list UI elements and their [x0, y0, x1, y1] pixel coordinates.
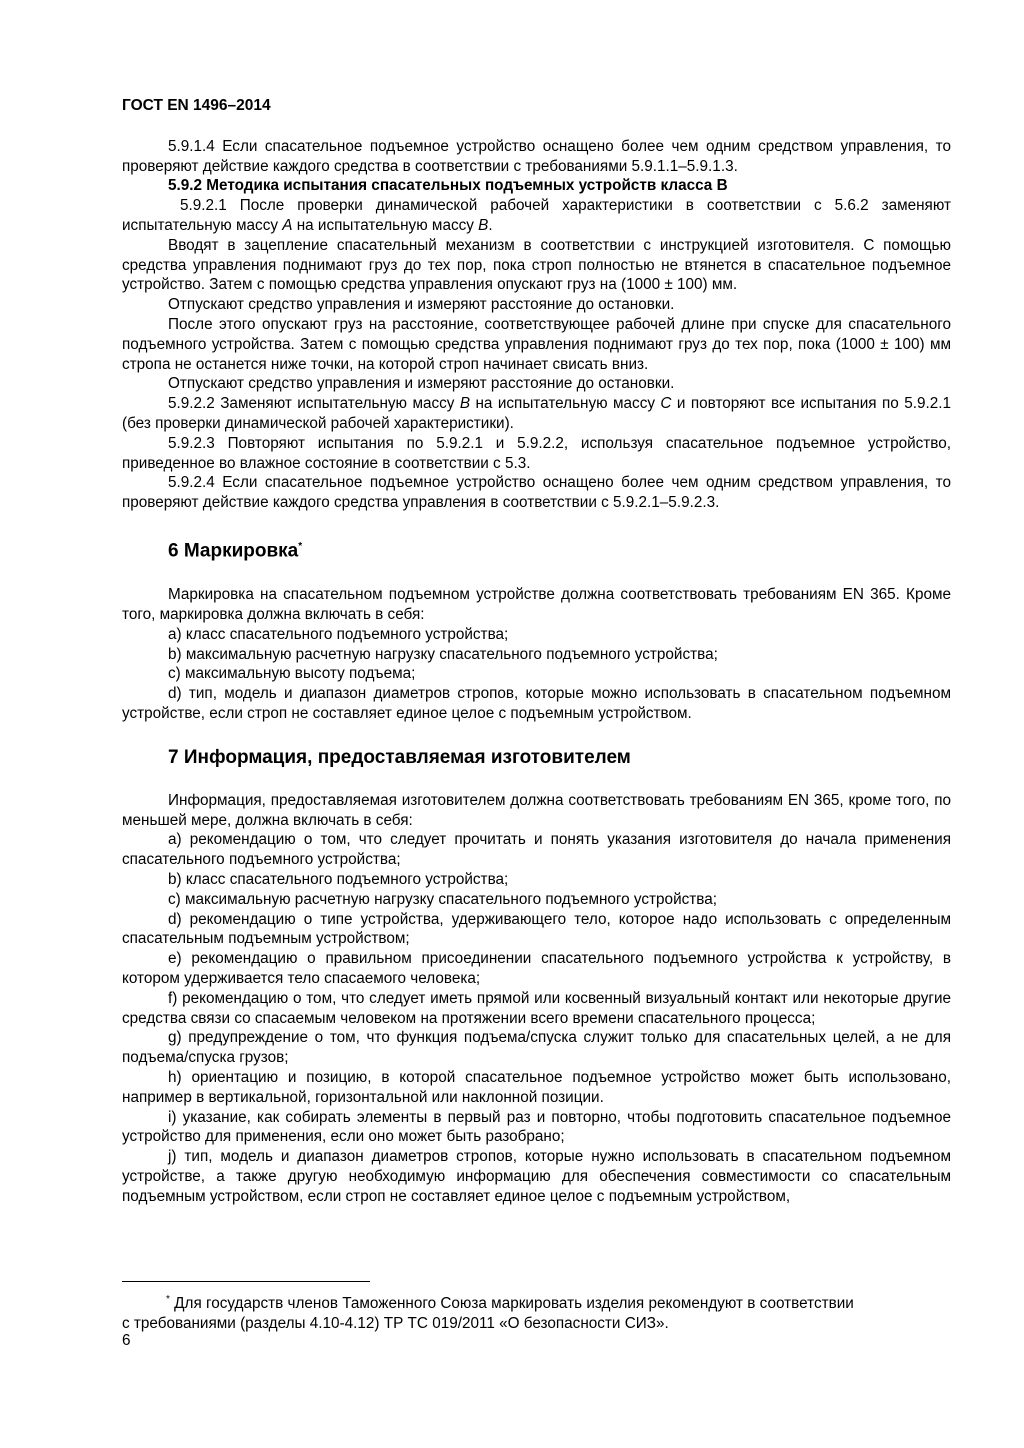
- text-fragment: на испытательную массу: [292, 216, 479, 234]
- list-item: g) предупреждение о том, что функция подъема/спуска служит только для спасательных целей, а не для подъема/спуска грузов;: [122, 1029, 951, 1067]
- list-item: e) рекомендацию о правильном присоединении спасательного подъемного устройства к устройству, в котором удерживается тело спасаемого человека;: [122, 950, 951, 988]
- mass-label-c: С: [660, 395, 672, 413]
- paragraph-5-9-2-4: 5.9.2.4 Если спасательное подъемное устройство оснащено более чем одним средством управления, то проверяют действие каждого средства управления в соответствии с 5.9.2.1–5.9.2.3.: [122, 474, 951, 512]
- list-item: b) класс спасательного подъемного устройства;: [168, 871, 509, 889]
- section-heading-information: 7 Информация, предоставляемая изготовителем: [168, 746, 631, 768]
- list-item: h) ориентацию и позицию, в которой спасательное подъемное устройство может быть использовано, например в вертикальной, горизонтальной или наклонной позиции.: [122, 1069, 951, 1106]
- footnote: [122, 1290, 951, 1334]
- list-item: d) рекомендацию о типе устройства, удерживающего тело, которое надо использовать с определенным спасательным подъемным устройством;: [122, 910, 951, 948]
- footnote-line-2: с требованиями (разделы 4.10-4.12) ТР ТС 019/2011 «О безопасности СИЗ».: [122, 1314, 669, 1332]
- paragraph-5-9-1-4: 5.9.1.4 Если спасательное подъемное устройство оснащено более чем одним средством управления, то проверяют действие каждого средства в соответствии с требованиями 5.9.1.1–5.9.1.3.: [122, 137, 951, 175]
- list-item: а) класс спасательного подъемного устройства;: [168, 625, 509, 643]
- paragraph-release-1: Отпускают средство управления и измеряют расстояние до остановки.: [168, 296, 675, 314]
- text-fragment: 5.9.2.2 Заменяют испытательную массу: [168, 395, 460, 413]
- document-header-title: ГОСТ EN 1496–2014: [122, 97, 271, 114]
- page-number: 6: [122, 1332, 131, 1349]
- list-item: i) указание, как собирать элементы в первый раз и повторно, чтобы подготовить спасательное подъемное устройство для применения, если оно может быть разобрано;: [122, 1108, 951, 1146]
- text-fragment: 5.9.2.1 После проверки динамической рабочей характеристики в соответствии с 5.6.2 заменяют испытательную массу: [122, 197, 951, 234]
- list-item: d) тип, модель и диапазон диаметров стропов, которые можно использовать в спасательном подъемном устройстве, если строп не составляет единое целое с подъемным устройством.: [122, 685, 951, 723]
- mass-label-b: В: [459, 395, 471, 413]
- list-item: f) рекомендацию о том, что следует иметь прямой или косвенный визуальный контакт или некоторые другие средства связи со спасаемым человеком на протяжении всего времени спасательного процесса;: [122, 989, 951, 1027]
- footnote-separator: [122, 1281, 370, 1282]
- footnote-reference: *: [298, 540, 303, 552]
- mass-label-b: В: [478, 216, 489, 234]
- list-item: j) тип, модель и диапазон диаметров стропов, которые нужно использовать в спасательном подъемном устройстве, а также другую необходимую информацию для обеспечения совместимости со спасательным подъемным устройством, если строп не составляет единое целое с подъемным устройством,: [122, 1148, 951, 1205]
- heading-text: 6 Маркировка: [168, 540, 299, 562]
- paragraph-5-9-2-1: [122, 196, 951, 236]
- list-item: c) максимальную расчетную нагрузку спасательного подъемного устройства;: [168, 890, 717, 908]
- list-item: а) рекомендацию о том, что следует прочитать и понять указания изготовителя до начала применения спасательного подъемного устройства;: [122, 831, 951, 869]
- section-heading-marking: [122, 535, 951, 563]
- mass-label-a: А: [282, 216, 293, 234]
- paragraph-engage: Вводят в зацепление спасательный механизм в соответствии с инструкцией изготовителя. С помощью средства управления поднимают груз до тех пор, пока строп полностью не втянется в спасательное подъемное устройство. Затем с помощью средства управления опускают груз на (1000 ± 100) мм.: [122, 236, 951, 294]
- information-intro: Информация, предоставляемая изготовителем должна соответствовать требованиям EN 365, кроме того, по меньшей мере, должна включать в себя:: [122, 791, 951, 829]
- list-item: c) максимальную высоту подъема;: [168, 665, 416, 683]
- text-fragment: .: [488, 216, 493, 234]
- footnote-mark: *: [166, 1294, 170, 1305]
- paragraph-after-lowering: После этого опускают груз на расстояние, соответствующее рабочей длине при спуске для спасательного подъемного устройства. Затем с помощью средства управления поднимают груз до тех пор, пока (1000 ± 100) мм стропа не останется ниже точки, на которой строп начинает свисать вниз.: [122, 315, 951, 373]
- text-fragment: на испытательную массу: [470, 395, 661, 413]
- footnote-text: Для государств членов Таможенного Союза маркировать изделия рекомендуют в соответствии: [169, 1295, 854, 1313]
- paragraph-release-2: Отпускают средство управления и измеряют расстояние до остановки.: [168, 375, 675, 393]
- marking-intro: Маркировка на спасательном подъемном устройстве должна соответствовать требованиям EN 365. Кроме того, маркировка должна включать в себя:: [122, 586, 951, 624]
- text-fragment: и повторяют все испытания по 5.9.2.1 (без проверки динамической рабочей характеристики).: [122, 395, 951, 432]
- footnote-line-1: [122, 1290, 951, 1314]
- subsection-heading-5-9-2: 5.9.2 Методика испытания спасательных подъемных устройств класса В: [168, 177, 728, 195]
- paragraph-5-9-2-2: [122, 394, 951, 434]
- list-item: b) максимальную расчетную нагрузку спасательного подъемного устройства;: [168, 645, 718, 663]
- paragraph-5-9-2-3: 5.9.2.3 Повторяют испытания по 5.9.2.1 и 5.9.2.2, используя спасательное подъемное устройство, приведенное во влажное состояние в соответствии с 5.3.: [122, 434, 951, 472]
- document-page: [122, 96, 951, 1207]
